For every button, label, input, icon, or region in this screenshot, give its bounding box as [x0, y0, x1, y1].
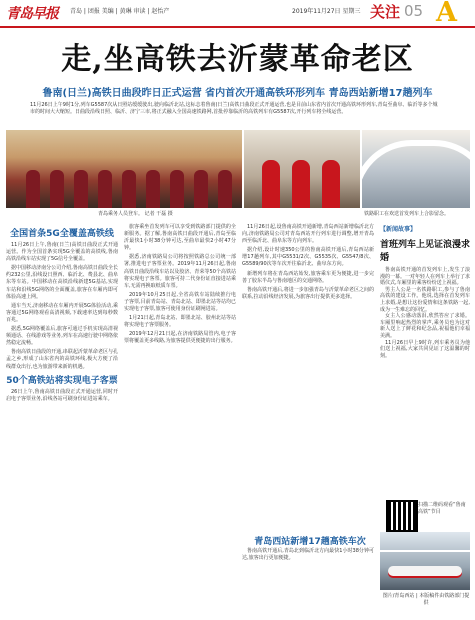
photo-attendants — [6, 130, 242, 208]
column-2-para: 2019年10月25日起,全省高铁车站陆续推行电子客票,目前青岛站、青岛北站、即墨北站等站均已实现电子客票,旅客可使用身份证刷闸进站。 — [124, 291, 236, 313]
column-2-para: 1月21日起,青岛北站、即墨北站、胶州北站等站将实现电子客票服务。 — [124, 315, 236, 329]
headline: 走,坐高铁去沂蒙革命老区 — [61, 42, 414, 77]
column-1-para: 鲁南高铁日曲段的开通,串联起沂蒙革命老区与孔孟之乡,形成了山东省内的高铁环线,极大方便了沿线群众出行,也为旅游带来新的机遇。 — [6, 349, 118, 370]
column-1-para: 通车当天,济南移动在车厢内开展5G体验活动,乘客通过5G网络观看高清视频,下载速率达到每秒数百兆。 — [6, 302, 118, 323]
issue-date: 2019年11月27日 星期三 — [292, 8, 361, 15]
section-letter: A — [436, 0, 457, 28]
photo-caption-d: 图片/青岛西站 | 本版稿件由铁路部门提供 — [382, 593, 470, 606]
photo-caption-a: 青岛乘务人员登车。 记者 干磊 摄 — [98, 211, 173, 217]
column-1-para: 11月26日上午,鲁南(日兰)高铁日曲段正式开通运营。作为全国首条实现5G全覆盖的高铁线,鲁南高铁沿线车站实现了5G信号全覆盖。 — [6, 242, 118, 263]
column-2-para: 2019年12月21日起,在济南铁路局管内,电子客票将覆盖更多线路,为旅客提供更便捷的出行服务。 — [124, 331, 236, 345]
sidebar-tag: 【新闻故事】 — [380, 226, 417, 233]
masthead-meta: 青岛 | 团报 美编 | 黄琳 审读 | 赵怡产 — [70, 8, 170, 15]
column-1-para: 据悉,5G网络覆盖后,旅客可通过手机实现高清视频通话、在线游戏等业务,列车在高速行驶中网络依然稳定流畅。 — [6, 326, 118, 347]
column-3-para: 11月26日起,设鲁南高铁开通新增,青岛西站新增临沂北方向,济南铁路局公司对青岛西站开行列车进行调整,增开青岛西至临沂北、曲阜东等方向列车。 — [242, 224, 374, 245]
column-3-para: 鲁南高铁开通后,青岛北到临沂北方向最快1小时38分钟可达,旅客出行更加便捷。 — [242, 548, 374, 562]
column-1-heading: 全国首条5G全覆盖高铁线 — [10, 229, 114, 239]
photo-staff-group — [362, 130, 470, 208]
logo-text: 青岛早报 — [6, 6, 58, 22]
masthead — [0, 0, 475, 28]
sidebar-para: 男主人公是一名铁路职工,参与了鲁南高铁的建设工作。他说,选择在首发列车上求婚,是想让这份爱情和这条铁路一起,成为一生难忘的回忆。 — [380, 286, 470, 313]
section-name: 关注 — [370, 3, 401, 21]
page-number: 05 — [404, 2, 424, 20]
article-column-2 — [124, 224, 236, 348]
subheadline: 鲁南(日兰)高铁日曲段昨日正式运营 省内首次开通高铁环形列车 青岛西站新增17趟列车 — [42, 88, 433, 99]
column-2-para: 旅客乘坐首发列车可以享受到铁路部门提供的全新服务。据了解,鲁南高铁日曲段开通后,青岛至临沂最快1小时38分钟可达,至曲阜最快2小时47分钟。 — [124, 224, 236, 252]
column-3-para: 鲁南高铁开通后,将进一步加强青岛与沂蒙革命老区之间的联系,拉动沿线经济发展,为旅客出行提供更多选择。 — [242, 286, 374, 300]
qr-code[interactable] — [386, 500, 418, 532]
sidebar-para: 女主人公感动落泪,欣然答应了求婚。车厢里响起热烈的掌声,乘务员也为这对新人送上了鲜花和纪念品,祝福他们幸福美满。 — [380, 313, 470, 339]
sidebar-para: 鲁南高铁开通的首发列车上,发生了浪漫的一幕。一对年轻人在列车上举行了求婚仪式,车厢里的乘客纷纷送上祝福。 — [380, 267, 471, 287]
article-column-3 — [242, 224, 374, 303]
column-1-subheading: 50个高铁站将实现电子客票 — [6, 375, 118, 386]
article-column-3-tail — [242, 548, 374, 564]
sidebar-body — [380, 267, 470, 359]
sidebar-para: 11月26日早上9时许,列车乘务员为他们送上祝福,大家共同见证了这温馨的时刻。 — [380, 339, 470, 359]
qr-caption: 扫描二维码观看“鲁南高铁”节目 — [418, 502, 466, 515]
column-1-para: 26日上午,鲁南高铁日曲段正式开通运营,同时开启电子客票业务,沿线各站可刷身份证进站乘车。 — [6, 388, 118, 402]
column-3-heading: 青岛西站新增17趟高铁车次 — [254, 537, 366, 547]
newspaper-logo — [3, 2, 59, 22]
photo-station — [380, 532, 470, 590]
photo-train-cabin — [244, 130, 360, 208]
sidebar-title: 首班列车上见证浪漫求婚 — [380, 240, 471, 263]
article-column-1 — [6, 224, 118, 405]
lead-paragraph: 11月26日上午9时1分,列车G5587次从日照站缓缓驶出,驶向临沂北站,这标志着鲁南(日兰)高铁日曲段正式开通运营,也是目前山东省内首次开通高铁环形列车,青岛至曲阜、临沂等多个城市的时间大大缩短。日曲段沿线日照、临沂、济宁三市,将正式融入全国高速铁路网,首批停靠临沂的高铁列车有G5587次,开行列车将全线运营。 — [30, 102, 438, 115]
column-1-para: 据中国移动济南分公司介绍,鲁南高铁日曲段全长约232公里,沿线设日照西、临沂北、费县北、曲阜东等车站。中国移动在高铁沿线新建5G基站,实现车站和沿线5G网络的全面覆盖,旅客在车厢内即可体验高速上网。 — [6, 265, 118, 300]
news-story-sidebar — [380, 224, 470, 359]
column-2-para: 据悉,济南铁路局公司将按照铁路总公司统一部署,推进电子客票业务。2019年11月26日起,鲁南高铁日曲段沿线车站以及胶济、青荣等50个高铁站将实现电子客票。旅客可持二代身份证直接进站乘车,无需再换取纸质车票。 — [124, 254, 236, 289]
photo-caption-c: 铁路职工在欢送首发列车上合影留念。 — [364, 211, 450, 217]
column-3-para: 据介绍,设计时速350公里的鲁南高铁开通后,青岛西站新增17趟列车,其中G5531/2次、G5535次、G5547/8次、G5589/90次等车次开往临沂北、曲阜东方向。 — [242, 247, 374, 268]
column-3-para: 新增列车将在青岛西站始发,旅客乘车更为便捷,进一步完善了胶东半岛与鲁南地区的交通网络。 — [242, 270, 374, 284]
